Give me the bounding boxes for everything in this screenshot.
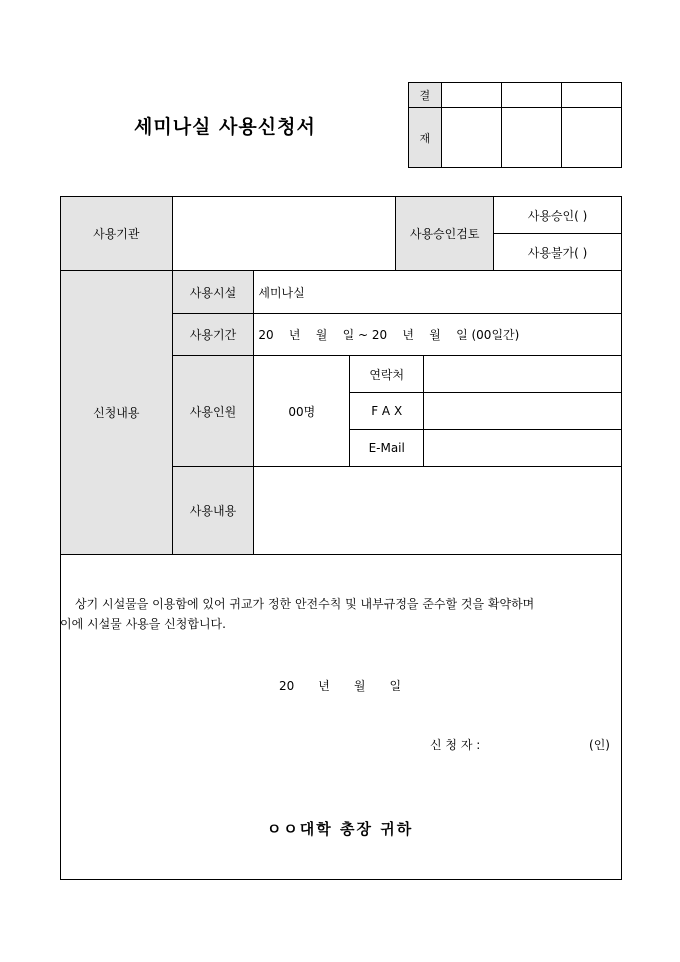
org-input[interactable] (172, 197, 396, 271)
consent-line-2: 이에 시설물 사용을 신청합니다. (60, 617, 226, 631)
email-input[interactable] (424, 430, 622, 467)
usage-label: 사용내용 (172, 467, 254, 555)
facility-value[interactable]: 세미나실 (254, 271, 622, 314)
review-label: 사용승인검토 (396, 197, 494, 271)
usage-input[interactable] (254, 467, 622, 555)
application-form (60, 196, 622, 555)
signature-cell[interactable] (561, 108, 621, 168)
approval-table (408, 82, 622, 168)
consent-statement (60, 594, 611, 634)
period-label: 사용기간 (172, 314, 254, 356)
fax-input[interactable] (424, 393, 622, 430)
document-title: 세미나실 사용신청서 (134, 116, 316, 138)
date-year: 20 (278, 679, 295, 693)
approve-option[interactable]: 사용승인( ) (494, 197, 622, 234)
signature-cell[interactable] (441, 108, 501, 168)
deny-option[interactable]: 사용불가( ) (494, 234, 622, 271)
people-label: 사용인원 (172, 356, 254, 467)
approval-label-bottom: 재 (409, 108, 442, 168)
date-year-unit: 년 (318, 679, 330, 693)
approval-cell[interactable] (501, 83, 561, 108)
approval-label-top: 결 (409, 83, 442, 108)
seal-mark: (인) (589, 738, 610, 752)
content-label: 신청내용 (61, 271, 173, 555)
date-month-unit: 월 (353, 679, 366, 693)
email-label: E-Mail (350, 430, 424, 467)
signature-cell[interactable] (501, 108, 561, 168)
fax-label: F A X (350, 393, 424, 430)
addressee: ㅇㅇ대학 총장 귀하 (266, 820, 414, 838)
approval-cell[interactable] (441, 83, 501, 108)
approval-cell[interactable] (561, 83, 621, 108)
application-date (0, 677, 680, 694)
contact-label: 연락처 (350, 356, 424, 393)
applicant-label: 신 청 자 : (430, 738, 481, 752)
period-value[interactable]: 20 년 월 일 ~ 20 년 월 일 (00일간) (254, 314, 622, 356)
applicant-line (430, 736, 610, 753)
facility-label: 사용시설 (172, 271, 254, 314)
date-day-unit: 일 (389, 679, 402, 693)
contact-input[interactable] (424, 356, 622, 393)
people-value[interactable]: 00명 (254, 356, 350, 467)
org-label: 사용기관 (61, 197, 173, 271)
consent-line-1: 상기 시설물을 이용함에 있어 귀교가 정한 안전수칙 및 내부규정을 준수할 것을 확약하며 (75, 597, 535, 611)
